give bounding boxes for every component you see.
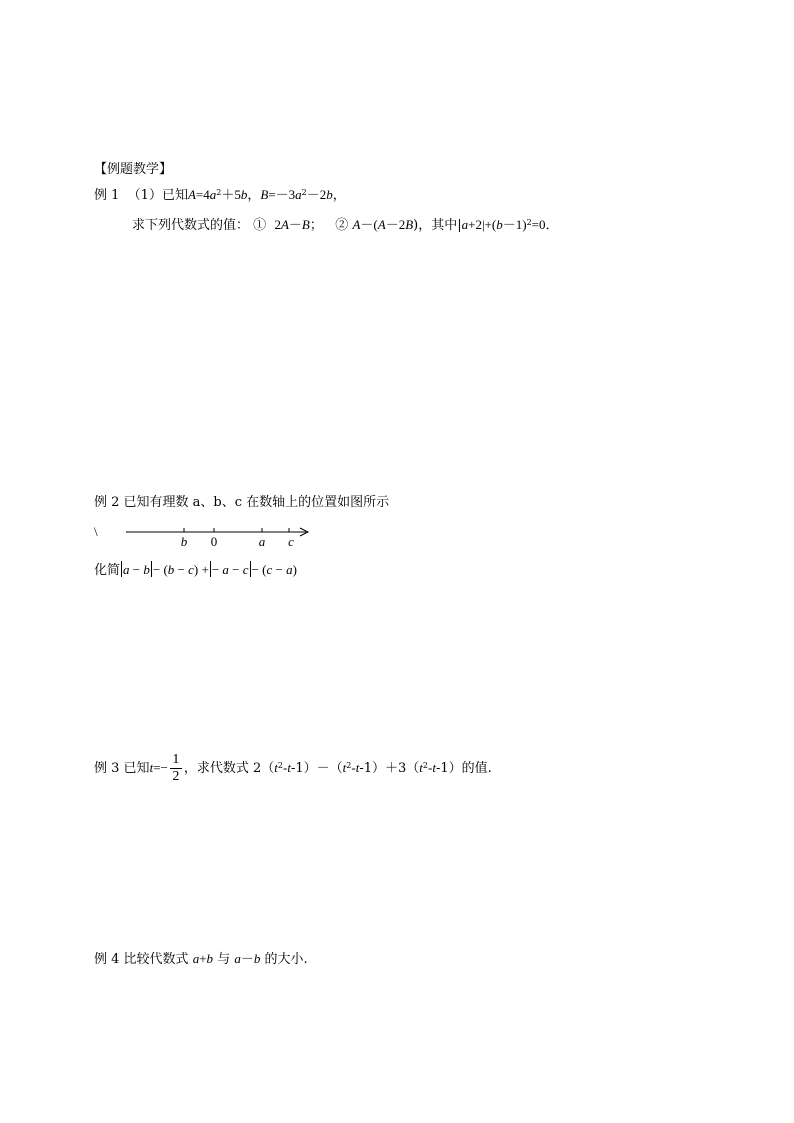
example-3-line: 例 3 已知t=− $\frac{1}{2}$ ，求代数式 $2(t^2-t-1)-(t^2-t-1)+3(t^2-t-1)$的值. [94,752,492,784]
example-4-label: 例 4 [94,952,120,967]
example-2-simplify: 化简 a − b − (b − c) + − a − c − (c − a) [94,562,297,578]
example-4-line: 例 4 比较代数式 a+b 与 a－b 的大小. [94,951,308,967]
example-1-part: （1）已知 [127,188,188,203]
example-1-label: 例 1 [94,188,120,203]
label-b: b [180,534,188,548]
label-c: c [288,534,294,548]
label-a: a [258,534,266,548]
example-2-label: 例 2 [94,495,120,510]
fraction-one-half: $\frac{1}{2}$ [170,752,182,785]
stray-backslash: \ [94,524,98,539]
example-1-line-2: 求下列代数式的值： ① 2A－B； ② A－(A－2B)，其中$|a+2|+(b-1)^2=0$． [132,217,559,233]
number-line-figure [126,522,316,548]
example-2-line-1: 例 2 已知有理数 a、b、c 在数轴上的位置如图所示 [94,495,390,510]
example-3-label: 例 3 [94,761,120,776]
label-0: 0 [210,534,218,548]
example-1-line-1: 例 1 （1）已知$A=4a^2+5b$，$B=-3a^2-2b$， [94,187,346,203]
section-heading: 【例题教学】 [94,162,173,177]
